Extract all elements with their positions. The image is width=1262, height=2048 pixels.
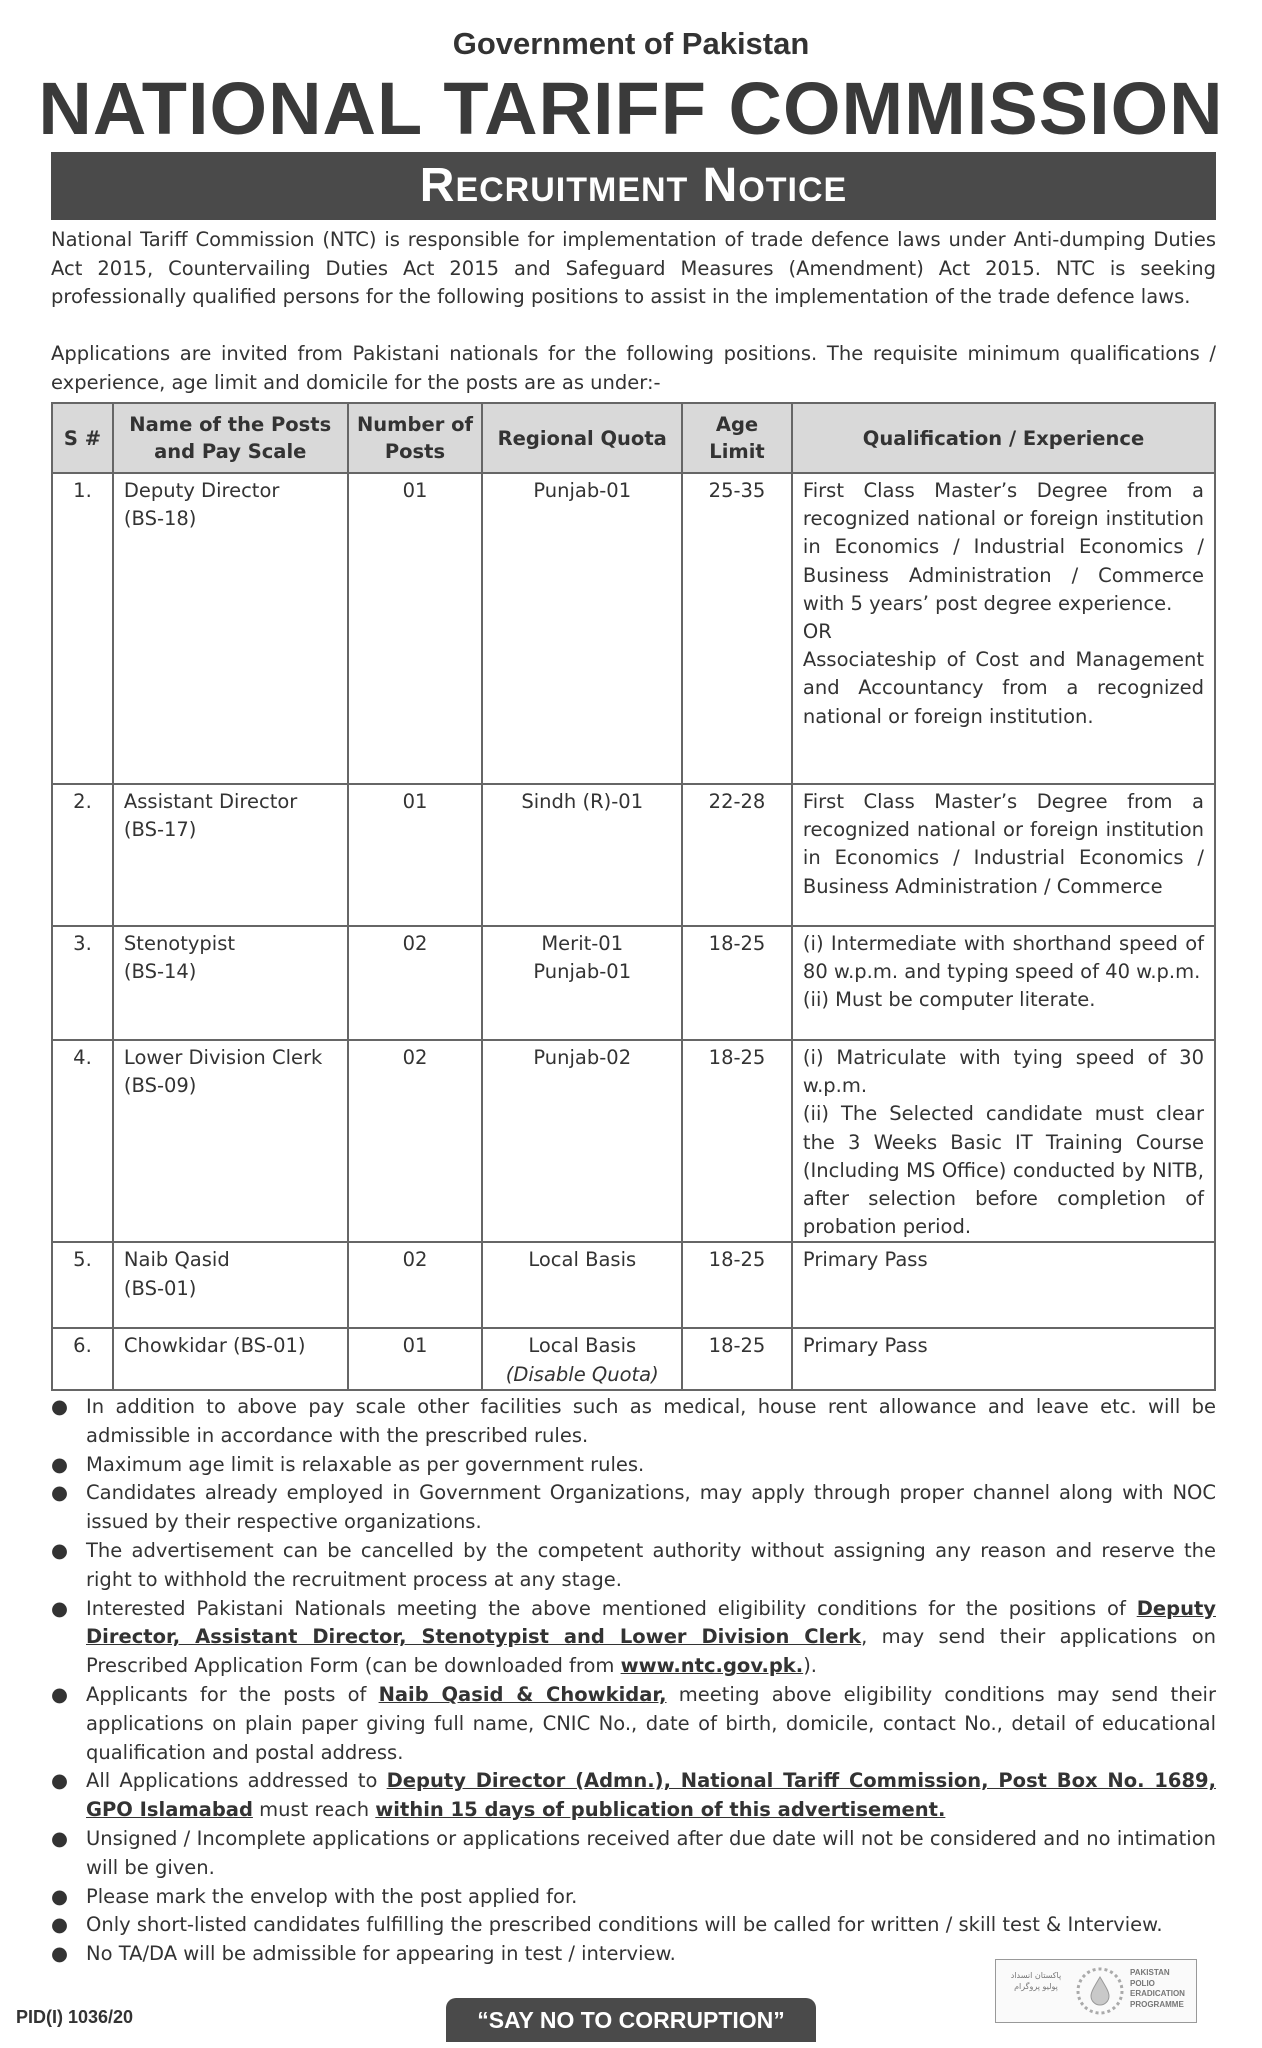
cell-number-of-posts: 01 [348, 473, 483, 784]
post-title: Deputy Director [123, 479, 280, 502]
list-item [51, 1479, 1216, 1537]
cell-post-name [113, 784, 348, 926]
qualification-text: (i) Intermediate with shorthand speed of 80 w.p.m. and typing speed of 40 w.p.m. [802, 932, 1204, 984]
table-row [52, 1040, 1215, 1242]
polio-english-text [1130, 1968, 1192, 2010]
qualification-text: (i) Matriculate with tying speed of 30 w.p.m. [802, 1046, 1204, 1098]
table-row [52, 926, 1215, 1040]
bullet-icon: ● [51, 1452, 69, 1476]
bullet-icon: ● [51, 1942, 69, 1966]
polio-eng-line: ERADICATION [1130, 1989, 1185, 1998]
polio-programme-logo [995, 1959, 1197, 2023]
bullet-icon: ● [51, 1395, 69, 1418]
qualification-text: Associateship of Cost and Management and Accountancy from a recognized national or foreign institution. [802, 648, 1204, 728]
cell-age-limit: 18-25 [682, 1328, 792, 1389]
cell-number-of-posts: 01 [348, 784, 483, 926]
cell-serial: 5. [52, 1242, 113, 1328]
qualification-text: First Class Master’s Degree from a recognized national or foreign institution in Economics / Industrial Economics / Business Administration / Commerce [802, 790, 1204, 898]
qualification-text: First Class Master’s Degree from a recognized national or foreign institution in Economics / Industrial Economics / Business Administration / Commerce with 5 years’ post degree experience. [802, 479, 1204, 615]
polio-urdu-text: پاکستان انسداد پولیو پروگرام [1010, 1971, 1062, 1991]
government-heading: Government of Pakistan [452, 26, 810, 61]
table-row [52, 1242, 1215, 1328]
note-text: All Applications addressed to [86, 1769, 387, 1793]
pay-scale: (BS-17) [123, 818, 197, 842]
quota-line: Merit-01 [541, 932, 624, 955]
note-text: Unsigned / Incomplete applications or applications received after due date will not be considered and no intimation will be given. [86, 1826, 1216, 1879]
note-text: The advertisement can be cancelled by the competent authority without assigning any reason and reserve the right to withhold the recruitment process at any stage. [86, 1538, 1216, 1591]
qualification-text: Primary Pass [802, 1334, 928, 1358]
polio-eng-line: PAKISTAN [1130, 1968, 1170, 1977]
list-item [51, 1825, 1216, 1883]
note-text: Maximum age limit is relaxable as per government rules. [86, 1452, 645, 1476]
cell-age-limit: 18-25 [682, 1040, 792, 1242]
list-item [51, 1911, 1216, 1940]
cell-post-name [113, 1328, 348, 1389]
bullet-icon: ● [51, 1826, 69, 1850]
list-item [51, 1451, 1216, 1480]
mailing-address: Deputy Director (Admn.), National Tariff Commission, Post Box No. 1689, GPO Islamabad [86, 1769, 1216, 1822]
post-title: Lower Division Clerk [123, 1046, 323, 1069]
note-text: Applicants for the posts of [86, 1682, 379, 1706]
recruitment-notice-banner: Recruitment Notice [51, 152, 1216, 220]
table-row [52, 1328, 1215, 1389]
positions-table [51, 402, 1216, 1391]
qualification-text: (ii) Must be computer literate. [802, 988, 1096, 1012]
pay-scale: (BS-14) [123, 960, 197, 984]
note-text: ). [803, 1654, 817, 1678]
table-row [52, 473, 1215, 784]
cell-regional-quota [482, 926, 682, 1040]
post-title: Assistant Director [123, 790, 298, 813]
cell-qualification [792, 1242, 1215, 1328]
post-title: Chowkidar (BS-01) [123, 1334, 306, 1358]
qualification-text: (ii) The Selected candidate must clear the 3 Weeks Basic IT Training Course (Including MS Office) conducted by NITB, after selection before completion of probation period. [802, 1102, 1204, 1239]
notes-list [51, 1393, 1216, 1969]
bullet-icon: ● [51, 1884, 69, 1908]
note-text: , may send their applications on Prescribed Application Form (can be downloaded from [86, 1625, 1216, 1678]
cell-number-of-posts: 02 [348, 1242, 483, 1328]
quota-line: (Disable Quota) [505, 1362, 659, 1386]
cell-serial: 6. [52, 1328, 113, 1389]
note-text: meeting above eligibility conditions may send their applications on plain paper giving full name, CNIC No., date of birth, domicile, contact No., detail of educational qualification and postal address. [86, 1682, 1216, 1764]
list-item [51, 1537, 1216, 1595]
header-post-name: Name of the Posts and Pay Scale [113, 403, 348, 473]
list-item [51, 1681, 1216, 1767]
plain-paper-posts-emphasis: Naib Qasid & Chowkidar, [378, 1682, 667, 1706]
note-text: Please mark the envelop with the post applied for. [86, 1884, 578, 1908]
bullet-icon: ● [51, 1682, 69, 1706]
cell-regional-quota: Punjab-02 [482, 1040, 682, 1242]
bullet-icon: ● [51, 1913, 69, 1937]
cell-age-limit: 25-35 [682, 473, 792, 784]
website-link[interactable]: www.ntc.gov.pk. [620, 1654, 804, 1678]
bullet-icon: ● [51, 1596, 69, 1620]
post-title: Naib Qasid [123, 1248, 230, 1272]
cell-age-limit: 18-25 [682, 1242, 792, 1328]
list-item [51, 1883, 1216, 1912]
cell-age-limit: 22-28 [682, 784, 792, 926]
quota-line: Punjab-01 [533, 960, 632, 984]
anti-corruption-slogan: “SAY NO TO CORRUPTION” [446, 1998, 816, 2042]
cell-number-of-posts: 02 [348, 926, 483, 1040]
cell-qualification [792, 1328, 1215, 1389]
note-text: Candidates already employed in Government Organizations, may apply through proper channel along with NOC issued by their respective organizations. [86, 1481, 1216, 1534]
note-text: No TA/DA will be admissible for appearing in test / interview. [86, 1942, 676, 1966]
quota-line: Local Basis [528, 1334, 637, 1358]
cell-serial: 4. [52, 1040, 113, 1242]
polio-drop-icon [1074, 1965, 1126, 2017]
qualification-text: Primary Pass [802, 1248, 928, 1272]
intro-applications-paragraph: Applications are invited from Pakistani nationals for the following positions. The requisite minimum qualifications / experience, age limit and domicile for the posts are as under:- [51, 342, 1216, 394]
cell-serial: 3. [52, 926, 113, 1040]
header-number-of-posts: Number of Posts [348, 403, 483, 473]
note-text: In addition to above pay scale other facilities such as medical, house rent allowance and leave etc. will be admissible in accordance with the prescribed rules. [86, 1395, 1216, 1447]
cell-serial: 1. [52, 473, 113, 784]
cell-qualification [792, 784, 1215, 926]
pay-scale: (BS-18) [123, 507, 197, 531]
bullet-icon: ● [51, 1769, 69, 1793]
note-text: Only short-listed candidates fulfilling the prescribed conditions will be called for written / skill test & Interview. [86, 1913, 1163, 1937]
bullet-icon: ● [51, 1538, 69, 1562]
pid-reference: PID(I) 1036/20 [16, 2007, 134, 2027]
cell-regional-quota: Sindh (R)-01 [482, 784, 682, 926]
table-row [52, 784, 1215, 926]
intro-paragraph: National Tariff Commission (NTC) is responsible for implementation of trade defence laws under Anti-dumping Duties Act 2015, Countervailing Duties Act 2015 and Safeguard Measures (Amendment) Act 2015. NTC is seeking professionally qualified persons for the following positions to assist in the implementation of the trade defence laws. [51, 228, 1216, 308]
cell-number-of-posts: 01 [348, 1328, 483, 1389]
cell-post-name [113, 473, 348, 784]
eligible-posts-emphasis: Deputy Director, Assistant Director, Stenotypist and Lower Division Clerk [86, 1596, 1216, 1649]
list-item [51, 1767, 1216, 1825]
qualification-or: OR [802, 620, 832, 644]
organization-title: NATIONAL TARIFF COMMISSION [38, 67, 1224, 150]
note-text: Interested Pakistani Nationals meeting the above mentioned eligibility conditions for the positions of [86, 1596, 1137, 1620]
cell-serial: 2. [52, 784, 113, 926]
polio-eng-line: POLIO [1130, 1978, 1155, 1988]
header-qualification: Qualification / Experience [792, 403, 1215, 473]
cell-qualification [792, 926, 1215, 1040]
pay-scale: (BS-01) [123, 1276, 197, 1300]
cell-number-of-posts: 02 [348, 1040, 483, 1242]
cell-post-name [113, 926, 348, 1040]
list-item [51, 1393, 1216, 1451]
cell-regional-quota: Local Basis [482, 1242, 682, 1328]
cell-qualification [792, 473, 1215, 784]
note-text: must reach [252, 1798, 376, 1822]
cell-qualification [792, 1040, 1215, 1242]
cell-age-limit: 18-25 [682, 926, 792, 1040]
deadline-emphasis: within 15 days of publication of this advertisement. [375, 1798, 946, 1822]
bullet-icon: ● [51, 1481, 69, 1505]
polio-eng-line: PROGRAMME [1130, 1999, 1184, 2009]
list-item [51, 1595, 1216, 1681]
header-age-limit: Age Limit [682, 403, 792, 473]
cell-post-name [113, 1242, 348, 1328]
post-title: Stenotypist [123, 932, 236, 955]
cell-post-name [113, 1040, 348, 1242]
cell-regional-quota [482, 1328, 682, 1389]
table-header-row [52, 403, 1215, 473]
pay-scale: (BS-09) [123, 1074, 197, 1098]
header-serial: S # [52, 403, 113, 473]
header-regional-quota: Regional Quota [482, 403, 682, 473]
cell-regional-quota: Punjab-01 [482, 473, 682, 784]
